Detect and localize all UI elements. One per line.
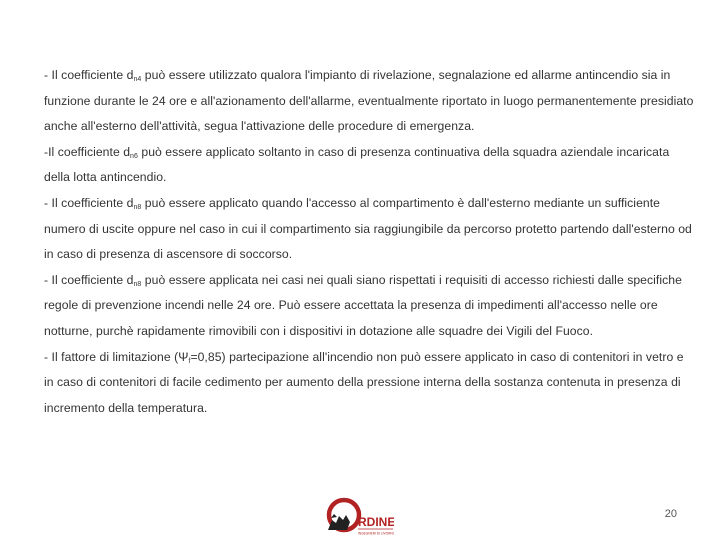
logo-figure-top bbox=[331, 514, 337, 518]
logo-word: RDINE bbox=[358, 515, 394, 529]
ordine-logo bbox=[322, 496, 394, 538]
paragraph-dn6 bbox=[44, 140, 694, 191]
document-body bbox=[44, 63, 694, 421]
paragraph-dn8-first bbox=[44, 191, 694, 268]
logo-subtitle: INGEGNERI DI LIVORNO bbox=[358, 531, 394, 536]
paragraph-text-rest: può essere utilizzato qualora l'impianto di rivelazione, segnalazione ed allarme antincendio sia in funzione durante le 24 ore e all'azionamento dell'allarme, eventualmente riportato in luogo permanentemente presidiato anche all'esterno dell'attività, segua l'attivazione delle procedure di emergenza. bbox=[44, 68, 694, 134]
subscript: n6 bbox=[130, 152, 138, 160]
page-number: 20 bbox=[664, 508, 677, 520]
paragraph-text-rest: può essere applicato quando l'accesso al compartimento è dall'esterno mediante un sufficiente numero di uscite oppure nel caso in cui il compartimento sia raggiungibile da percorso protetto partendo dall'esterno od in caso di presenza di ascensore di soccorso. bbox=[44, 195, 692, 262]
paragraph-text-rest: =0,85) partecipazione all'incendio non può essere applicato in caso di contenitori in vetro e in caso di contenitori di facile cedimento per aumento della pressione interna della sostanza contenuta in presenza di incremento della temperatura. bbox=[44, 349, 684, 415]
paragraph-dn4 bbox=[44, 63, 694, 140]
subscript: n8 bbox=[133, 203, 142, 211]
subscript: n4 bbox=[133, 76, 142, 83]
ordine-logo-graphic bbox=[322, 496, 394, 538]
subscript: n8 bbox=[133, 280, 142, 288]
paragraph-text-rest: può essere applicata nei casi nei quali siano rispettati i requisiti di accesso richiesti dalle specifiche regole di prevenzione incendi nelle 24 ore. Può essere accettata la presenza di impedimenti all'accesso nelle ore notturne, purchè rapidamente rimovibili con i dispositivi in dotazione alle squadre dei Vigili del Fuoco. bbox=[44, 272, 682, 338]
paragraph-text-start: - Il coefficiente d bbox=[44, 272, 134, 287]
paragraph-dn8-second bbox=[44, 268, 694, 345]
paragraph-limitation-factor bbox=[44, 345, 694, 422]
paragraph-text-start: - Il coefficiente d bbox=[44, 195, 134, 210]
paragraph-text-start: - Il fattore di limitazione (Ψ bbox=[44, 349, 189, 364]
paragraph-text-start: -Il coefficiente d bbox=[44, 144, 131, 159]
subscript: f bbox=[188, 357, 191, 365]
paragraph-text-rest: può essere applicato soltanto in caso di presenza continuativa della squadra aziendale incaricata della lotta antincendio. bbox=[44, 144, 670, 185]
paragraph-text-start: - Il coefficiente d bbox=[44, 68, 134, 82]
